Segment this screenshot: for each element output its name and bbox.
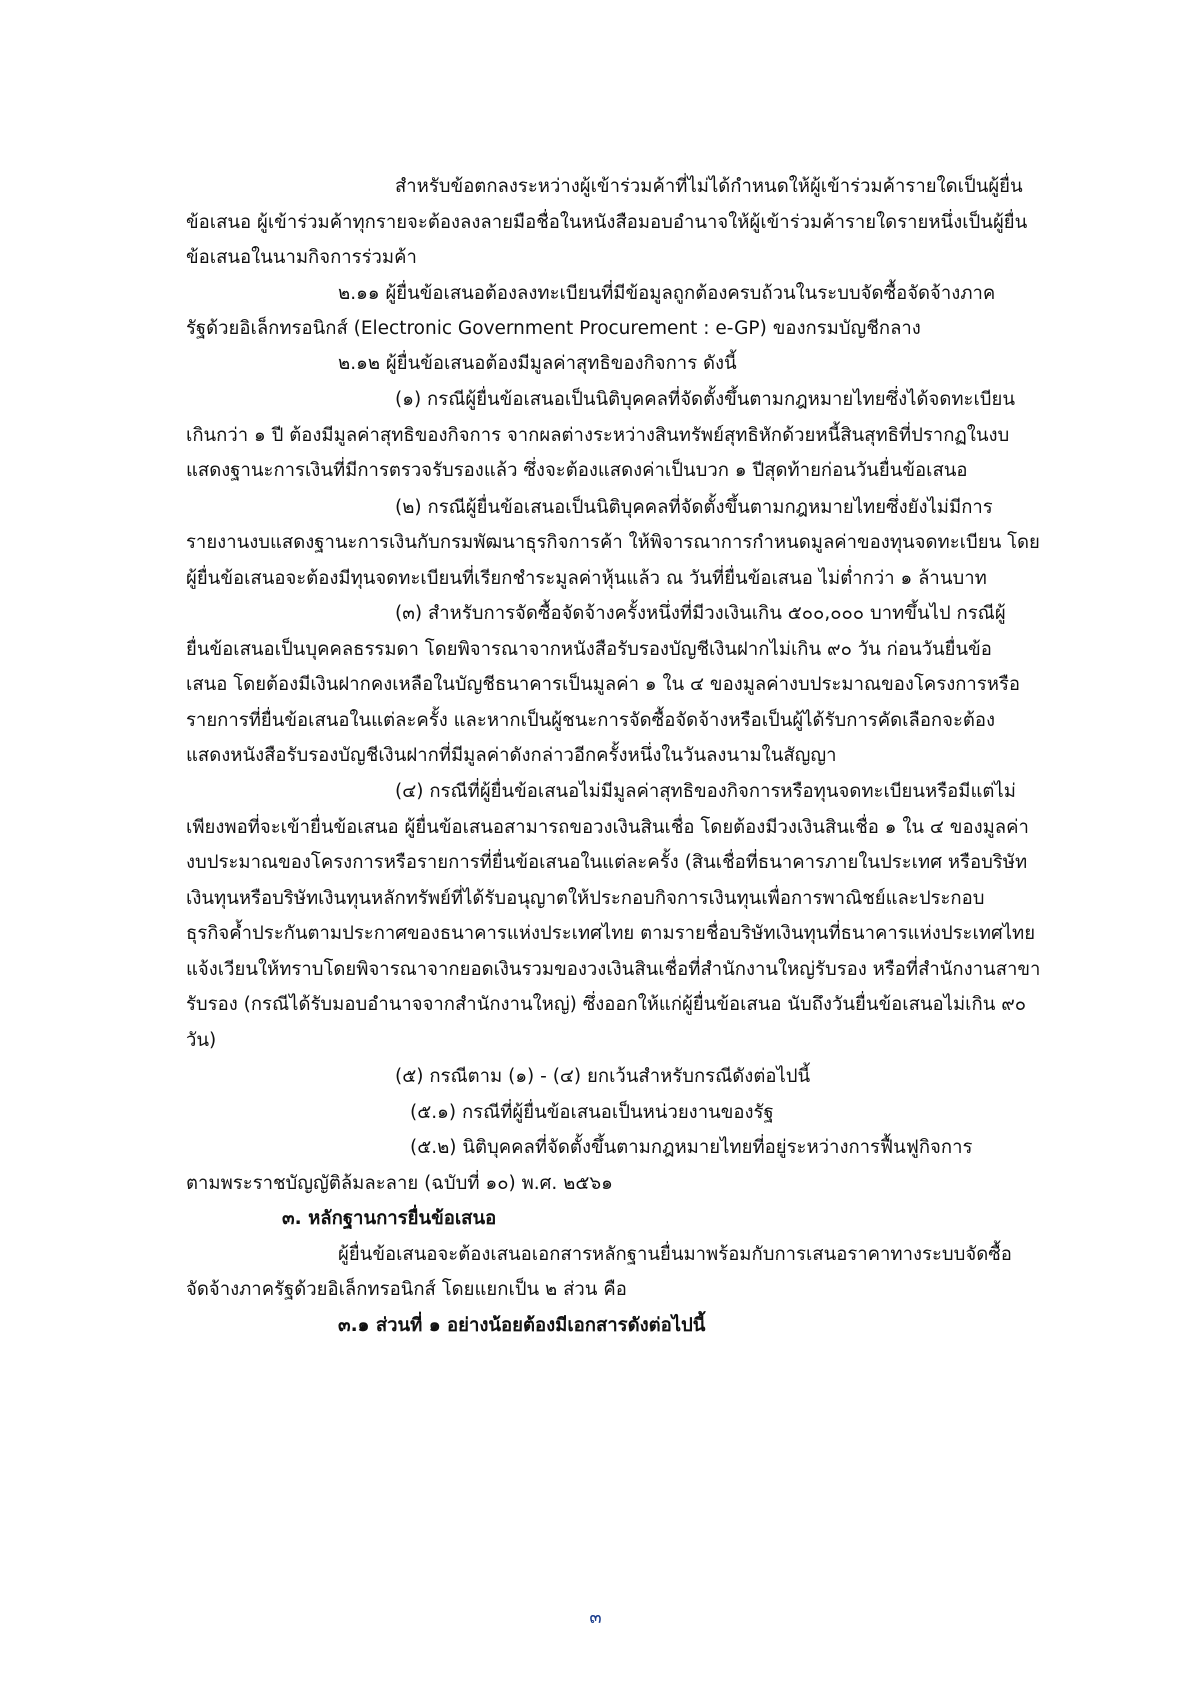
text-line: เกินกว่า ๑ ปี ต้องมีมูลค่าสุทธิของกิจการ จากผลต่างระหว่างสินทรัพย์สุทธิหักด้วยหนี้สินสุทธิที่ปรากฏในงบ xyxy=(186,425,1010,446)
text-line: แสดงฐานะการเงินที่มีการตรวจรับรองแล้ว ซึ่งจะต้องแสดงค่าเป็นบวก ๑ ปีสุดท้ายก่อนวันยื่นข้อเสนอ xyxy=(186,460,968,481)
item-5-2: (๕.๒) นิติบุคคลที่จัดตั้งขึ้นตามกฎหมายไทยที่อยู่ระหว่างการฟื้นฟูกิจการ xyxy=(410,1137,973,1158)
text-line: วัน) xyxy=(186,1030,217,1051)
text-line: ตามพระราชบัญญัติล้มละลาย (ฉบับที่ ๑๐) พ.ศ. ๒๕๖๑ xyxy=(186,1173,613,1194)
text-line: รัฐด้วยอิเล็กทรอนิกส์ (Electronic Government Procurement : e-GP) ของกรมบัญชีกลาง xyxy=(186,318,921,339)
text-line: แจ้งเวียนให้ทราบโดยพิจารณาจากยอดเงินรวมของวงเงินสินเชื่อที่สำนักงานใหญ่รับรอง หรือที่สำนักงานสาขา xyxy=(186,959,1041,980)
text-line: ผู้ยื่นข้อเสนอจะต้องเสนอเอกสารหลักฐานยื่นมาพร้อมกับการเสนอราคาทางระบบจัดซื้อ xyxy=(338,1244,1012,1265)
item-4: (๔) กรณีที่ผู้ยื่นข้อเสนอไม่มีมูลค่าสุทธิของกิจการหรือทุนจดทะเบียนหรือมีแต่ไม่ xyxy=(395,781,1016,802)
text-line: จัดจ้างภาครัฐด้วยอิเล็กทรอนิกส์ โดยแยกเป็น ๒ ส่วน คือ xyxy=(186,1279,627,1300)
text-line: รายการที่ยื่นข้อเสนอในแต่ละครั้ง และหากเป็นผู้ชนะการจัดซื้อจัดจ้างหรือเป็นผู้ได้รับการคัดเลือกจะต้อง xyxy=(186,710,996,731)
item-3: (๓) สำหรับการจัดซื้อจัดจ้างครั้งหนึ่งที่มีวงเงินเกิน ๕๐๐,๐๐๐ บาทขึ้นไป กรณีผู้ xyxy=(395,603,1006,624)
section-3-1-heading: ๓.๑ ส่วนที่ ๑ อย่างน้อยต้องมีเอกสารดังต่อไปนี้ xyxy=(338,1315,706,1336)
item-5: (๕) กรณีตาม (๑) - (๔) ยกเว้นสำหรับกรณีดังต่อไปนี้ xyxy=(395,1066,811,1087)
text-line: ธุรกิจค้ำประกันตามประกาศของธนาคารแห่งประเทศไทย ตามรายชื่อบริษัทเงินทุนที่ธนาคารแห่งประเทศไทย xyxy=(186,923,1036,944)
text-line: เงินทุนหรือบริษัทเงินทุนหลักทรัพย์ที่ได้รับอนุญาตให้ประกอบกิจการเงินทุนเพื่อการพาณิชย์และประกอบ xyxy=(186,888,985,909)
page-number: ๓ xyxy=(589,1607,602,1628)
text-line: รายงานงบแสดงฐานะการเงินกับกรมพัฒนาธุรกิจการค้า ให้พิจารณาการกำหนดมูลค่าของทุนจดทะเบียน โดย xyxy=(186,532,1040,553)
text-line: ข้อเสนอ ผู้เข้าร่วมค้าทุกรายจะต้องลงลายมือชื่อในหนังสือมอบอำนาจให้ผู้เข้าร่วมค้ารายใดรายหนึ่งเป็นผู้ยื่น xyxy=(186,212,1028,233)
text-line: รับรอง (กรณีได้รับมอบอำนาจจากสำนักงานใหญ่) ซึ่งออกให้แก่ผู้ยื่นข้อเสนอ นับถึงวันยื่นข้อเสนอไม่เกิน ๙๐ xyxy=(186,994,1027,1015)
text-line: ข้อเสนอในนามกิจการร่วมค้า xyxy=(186,247,417,268)
text-line: แสดงหนังสือรับรองบัญชีเงินฝากที่มีมูลค่าดังกล่าวอีกครั้งหนึ่งในวันลงนามในสัญญา xyxy=(186,745,837,766)
text-line: เสนอ โดยต้องมีเงินฝากคงเหลือในบัญชีธนาคารเป็นมูลค่า ๑ ใน ๔ ของมูลค่างบประมาณของโครงการหรือ xyxy=(186,674,1020,695)
item-1: (๑) กรณีผู้ยื่นข้อเสนอเป็นนิติบุคคลที่จัดตั้งขึ้นตามกฎหมายไทยซึ่งได้จดทะเบียน xyxy=(395,389,1016,410)
text-line: เพียงพอที่จะเข้ายื่นข้อเสนอ ผู้ยื่นข้อเสนอสามารถขอวงเงินสินเชื่อ โดยต้องมีวงเงินสินเชื่อ ๑ ใน ๔ ของมูลค่า xyxy=(186,817,1029,838)
item-5-1: (๕.๑) กรณีที่ผู้ยื่นข้อเสนอเป็นหน่วยงานของรัฐ xyxy=(410,1102,774,1123)
text-line: สำหรับข้อตกลงระหว่างผู้เข้าร่วมค้าที่ไม่ได้กำหนดให้ผู้เข้าร่วมค้ารายใดเป็นผู้ยื่น xyxy=(395,176,1023,197)
text-line: ยื่นข้อเสนอเป็นบุคคลธรรมดา โดยพิจารณาจากหนังสือรับรองบัญชีเงินฝากไม่เกิน ๙๐ วัน ก่อนวันยื่นข้อ xyxy=(186,639,992,660)
item-2: (๒) กรณีผู้ยื่นข้อเสนอเป็นนิติบุคคลที่จัดตั้งขึ้นตามกฎหมายไทยซึ่งยังไม่มีการ xyxy=(395,497,993,518)
section-3-heading: ๓. หลักฐานการยื่นข้อเสนอ xyxy=(282,1208,497,1229)
section-2-12: ๒.๑๒ ผู้ยื่นข้อเสนอต้องมีมูลค่าสุทธิของกิจการ ดังนี้ xyxy=(338,353,737,374)
text-line: งบประมาณของโครงการหรือรายการที่ยื่นข้อเสนอในแต่ละครั้ง (สินเชื่อที่ธนาคารภายในประเทศ หรือบริษัท xyxy=(186,852,1028,873)
section-2-11: ๒.๑๑ ผู้ยื่นข้อเสนอต้องลงทะเบียนที่มีข้อมูลถูกต้องครบถ้วนในระบบจัดซื้อจัดจ้างภาค xyxy=(338,283,996,304)
text-line: ผู้ยื่นข้อเสนอจะต้องมีทุนจดทะเบียนที่เรียกชำระมูลค่าหุ้นแล้ว ณ วันที่ยื่นข้อเสนอ ไม่ต่ำกว่า ๑ ล้านบาท xyxy=(186,568,987,589)
